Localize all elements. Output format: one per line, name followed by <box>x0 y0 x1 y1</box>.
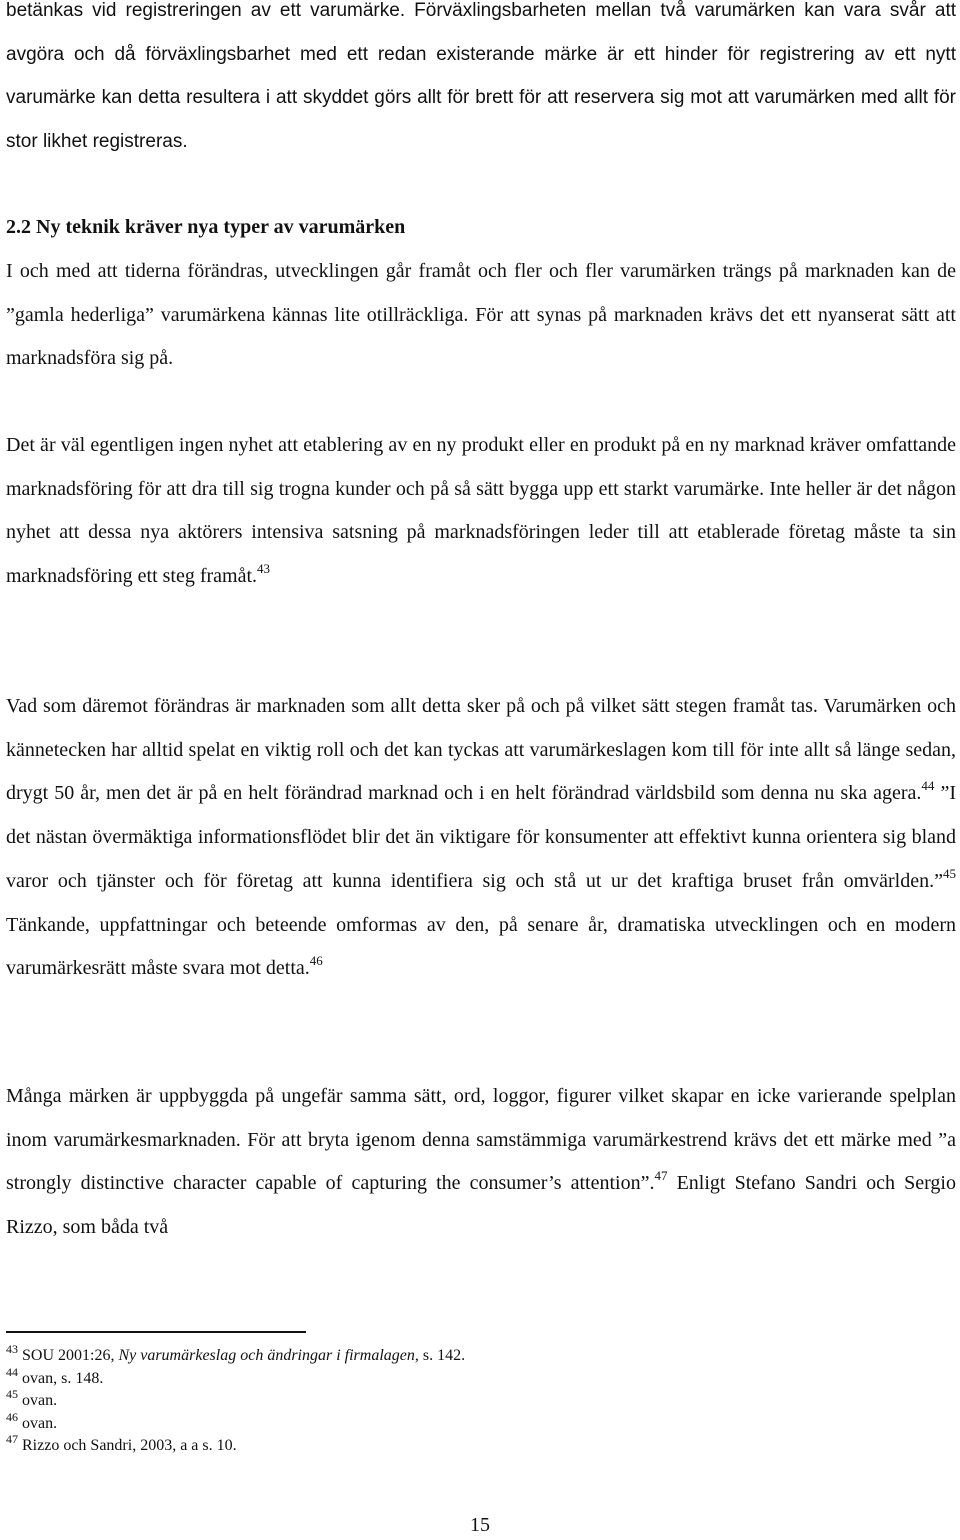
footnote-text: s. 142. <box>418 1347 466 1364</box>
paragraph-text-part: Många märken är uppbyggda på ungefär samma sätt, ord, loggor, figurer vilket skapar en icke varierande spelplan inom varumärkesmarknaden. För att bryta igenom denna samstämmiga varumärkestrend krävs det ett märke med ”a strongly distinctive character capable of capturing the consumer’s attention”. <box>6 1085 956 1195</box>
footnote-item <box>6 1387 906 1413</box>
paragraph-text-part: Det är väl egentligen ingen nyhet att etablering av en ny produkt eller en produkt på en ny marknad kräver omfattande marknadsföring för att dra till sig trogna kunder och på så sätt bygga upp ett starkt varumärke. Inte heller är det någon nyhet att dessa nya aktörers intensiva satsning på marknadsföringen leder till att etablerade företag måste ta sin marknadsföring ett steg framåt. <box>6 434 956 588</box>
footnote-number: 46 <box>6 1409 18 1424</box>
paragraph-text <box>6 424 956 599</box>
section-title: 2.2 Ny teknik kräver nya typer av varumärken <box>6 216 406 238</box>
paragraph-marketing <box>6 424 956 599</box>
paragraph-text <box>6 685 956 991</box>
footnote-marker: 44 <box>921 778 935 794</box>
footnote-text-italic: Ny varumärkeslag och ändringar i firmalagen, <box>118 1347 419 1364</box>
footnote-marker: 45 <box>943 865 956 881</box>
paragraph-text: betänkas vid registreringen av ett varumärke. Förväxlingsbarheten mellan två varumärken kan vara svår att avgöra och då förväxlingsbarhet med ett redan existerande märke är ett hinder för registrering av ett nytt varumärke kan detta resultera i att skyddet görs allt för brett för att reservera sig mot att varumärken med allt för stor likhet registreras. <box>6 0 956 153</box>
footnote-item <box>6 1364 906 1391</box>
footnote-separator <box>6 1331 306 1333</box>
footnote-text: ovan. <box>22 1414 58 1432</box>
paragraph-market-changes <box>6 685 956 991</box>
paragraph-text-part: ”I det nästan övermäktiga informationsflödet blir det än viktigare för konsumenter att effektivt kunna orientera sig bland varor och tjänster och för företag att kunna identifiera sig och stå ut ur det kraftiga bruset från omvärlden.” <box>6 782 956 892</box>
footnote-number: 45 <box>6 1387 18 1402</box>
footnote-number: 43 <box>6 1342 18 1356</box>
paragraph-text: I och med att tiderna förändras, utvecklingen går framåt och fler och fler varumärken trängs på marknaden kan de ”gamla hederliga” varumärkena kännas lite otillräckliga. För att synas på marknaden krävs det ett nyanserat sätt att marknadsföra sig på. <box>6 260 956 370</box>
footnote-text: Rizzo och Sandri, 2003, a a s. 10. <box>22 1437 237 1455</box>
footnote-marker: 47 <box>654 1168 668 1184</box>
footnote-item <box>6 1342 906 1368</box>
footnote-marker: 43 <box>257 561 271 577</box>
footnote-item <box>6 1432 906 1458</box>
footnote-number: 47 <box>6 1432 18 1447</box>
paragraph-text <box>6 1075 956 1250</box>
section-heading <box>6 206 956 250</box>
footnote-marker: 46 <box>309 953 323 969</box>
paragraph-new-technology <box>6 250 956 381</box>
footnote-text: ovan, s. 148. <box>22 1369 104 1387</box>
paragraph-trademark-confusion <box>6 0 956 164</box>
page-number: 15 <box>470 1514 490 1536</box>
footnote-text: SOU 2001:26, <box>22 1347 119 1364</box>
paragraph-text-part: Vad som däremot förändras är marknaden som allt detta sker på och på vilket sätt stegen framåt tas. Varumärken och kännetecken har alltid spelat en viktig roll och det kan tyckas att varumärkeslagen kom till för inte allt så länge sedan, drygt 50 år, men det är på en helt förändrad marknad och i en helt förändrad världsbild som denna nu ska agera. <box>6 695 956 805</box>
paragraph-text-part: Tänkande, uppfattningar och beteende omformas av den, på senare år, dramatiska utvecklingen och en modern varumärkesrätt måste svara mot detta. <box>6 913 956 980</box>
footnote-text: ovan. <box>22 1392 58 1410</box>
footnote-item <box>6 1409 906 1436</box>
paragraph-text-part: Enligt Stefano Sandri och Sergio Rizzo, som båda två <box>6 1172 956 1239</box>
paragraph-brand-similarity <box>6 1075 956 1250</box>
footnote-number: 44 <box>6 1364 18 1379</box>
footnotes <box>6 1342 906 1458</box>
